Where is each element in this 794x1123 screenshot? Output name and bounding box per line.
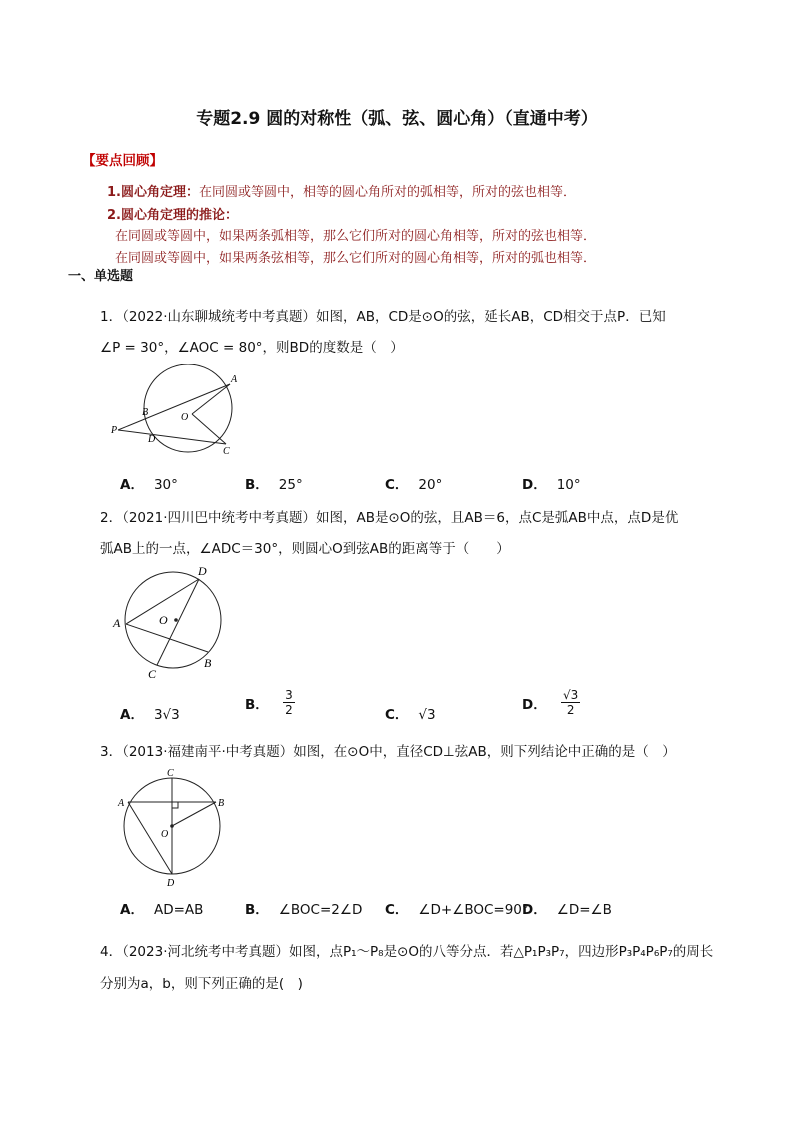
- q2-center-dot: [174, 618, 178, 622]
- q3-center-dot: [170, 824, 174, 828]
- question-2-line-1: 2．（2021·四川巴中统考中考真题）如图，AB是⊙O的弦，且AB＝6，点C是弧AB中点，点D是优: [100, 510, 679, 526]
- q2-option-b: B． $\frac{3}{2}$: [245, 688, 293, 717]
- q2-line-ab: [126, 624, 208, 652]
- q3-label-a: A: [118, 798, 125, 809]
- q2-label-o: O: [159, 613, 168, 627]
- key-point-1: [107, 181, 576, 200]
- q3-option-d: D． ∠D=∠B: [522, 902, 612, 918]
- q2-option-c: C． √3: [385, 707, 436, 723]
- question-2-line-2: 弧AB上的一点，∠ADC＝30°，则圆心O到弦AB的距离等于（ ）: [100, 541, 510, 557]
- section-heading: 一、单选题: [68, 269, 134, 284]
- q1-line-oa: [192, 384, 230, 414]
- q1-option-c: C． 20°: [385, 477, 443, 493]
- key-point-2-label: 2.圆心角定理的推论：: [107, 208, 238, 223]
- q1-option-d: D． 10°: [522, 477, 581, 493]
- q1-label-b: B: [142, 407, 149, 418]
- q3-label-d: D: [167, 878, 175, 888]
- q3-option-b: B． ∠BOC=2∠D: [245, 902, 363, 918]
- question-4-line-2: 分别为a，b，则下列正确的是( ): [100, 976, 303, 992]
- question-1-line-1: 1．（2022·山东聊城统考中考真题）如图，AB，CD是⊙O的弦，延长AB，CD相交于点P．已知: [100, 309, 666, 325]
- q1-label-c: C: [223, 446, 230, 457]
- q1-label-o: O: [181, 412, 189, 423]
- question-3-line-1: 3．（2013·福建南平·中考真题）如图，在⊙O中，直径CD⊥弦AB，则下列结论中正确的是（ ）: [100, 744, 676, 760]
- key-point-2-line-1: 在同圆或等圆中，如果两条弧相等，那么它们所对的圆心角相等，所对的弦也相等．: [115, 229, 597, 244]
- q2-label-a: A: [113, 616, 121, 630]
- key-points-heading: 【要点回顾】: [82, 153, 163, 169]
- q3-label-b: B: [218, 798, 225, 809]
- key-point-2-line-2: 在同圆或等圆中，如果两条弦相等，那么它们所对的圆心角相等，所对的弧也相等．: [115, 251, 597, 266]
- question-1-figure: [108, 364, 258, 459]
- q3-label-o: O: [161, 829, 169, 840]
- q1-label-p: P: [111, 425, 118, 436]
- q2-label-c: C: [148, 667, 157, 681]
- q2-circle: [125, 572, 221, 668]
- q1-line-pa: [118, 384, 230, 430]
- q2-option-d: D． $\frac{√3}{2}$: [522, 688, 579, 717]
- q1-option-a: A． 30°: [120, 477, 178, 493]
- question-2-figure: [110, 563, 235, 683]
- q1-option-b: B． 25°: [245, 477, 303, 493]
- q3-right-angle-mark: [172, 802, 178, 808]
- q3-label-c: C: [167, 768, 174, 779]
- q2-label-d: D: [198, 564, 207, 578]
- question-3-figure: [112, 766, 232, 888]
- key-point-1-text: 在同圆或等圆中，相等的圆心角所对的弧相等，所对的弦也相等．: [198, 185, 576, 200]
- q2-option-a: A． 3√3: [120, 707, 180, 723]
- q1-label-d: D: [148, 434, 156, 445]
- question-4-line-1: 4．（2023·河北统考中考真题）如图，点P₁～P₈是⊙O的八等分点．若△P₁P₃P₇，四边形P₃P₄P₆P₇的周长: [100, 944, 714, 960]
- q2-label-b: B: [204, 656, 212, 670]
- q3-option-c: C． ∠D+∠BOC=90°: [385, 902, 529, 918]
- q3-option-a: A． AD=AB: [120, 902, 204, 918]
- q3-line-ob: [172, 802, 216, 826]
- page-title: 专题2.9 圆的对称性（弧、弦、圆心角）（直通中考）: [196, 109, 598, 129]
- q1-line-oc: [192, 414, 226, 444]
- key-point-1-label: 1.圆心角定理：: [107, 185, 199, 200]
- q1-label-a: A: [231, 374, 238, 385]
- question-1-line-2: ∠P = 30°，∠AOC = 80°，则BD的度数是（ ）: [100, 340, 404, 356]
- q1-line-pc: [118, 430, 226, 444]
